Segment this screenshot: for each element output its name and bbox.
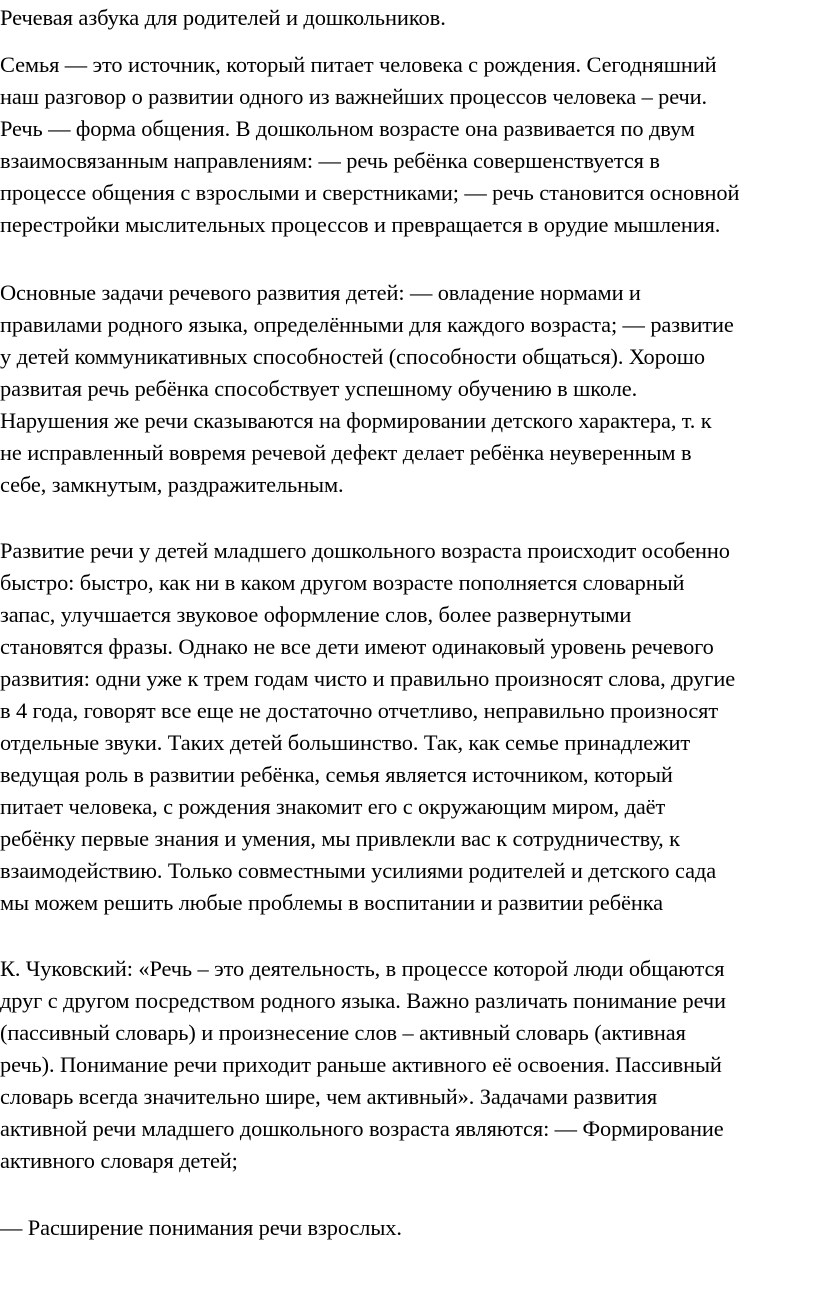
text-line: перестройки мыслительных процессов и превращается в орудие мышления. <box>0 212 721 237</box>
text-line: питает человека, с рождения знакомит его с окружающим миром, даёт <box>0 794 666 819</box>
text-line: Речь — форма общения. В дошкольном возрасте она развивается по двум <box>0 116 695 141</box>
text-line: себе, замкнутым, раздражительным. <box>0 472 344 497</box>
text-line: не исправленный вовремя речевой дефект делает ребёнка неуверенным в <box>0 440 692 465</box>
text-line: Развитие речи у детей младшего дошкольного возраста происходит особенно <box>0 538 730 563</box>
text-line: друг с другом посредством родного языка. Важно различать понимание речи <box>0 988 726 1013</box>
text-line: развитая речь ребёнка способствует успешному обучению в школе. <box>0 376 638 401</box>
text-line: мы можем решить любые проблемы в воспитании и развитии ребёнка <box>0 890 663 915</box>
text-line: — Расширение понимания речи взрослых. <box>0 1215 402 1240</box>
text-line: взаимодействию. Только совместными усилиями родителей и детского сада <box>0 858 717 883</box>
paragraph-speech-development-tasks <box>0 277 816 501</box>
text-line: наш разговор о развитии одного из важнейших процессов человека – речи. <box>0 84 708 109</box>
text-line: ребёнку первые знания и умения, мы привлекли вас к сотрудничеству, к <box>0 826 680 851</box>
paragraph-family-and-speech <box>0 49 816 241</box>
text-line: Семья — это источник, который питает человека с рождения. Сегодняшний <box>0 52 717 77</box>
text-line: активной речи младшего дошкольного возраста являются: — Формирование <box>0 1116 724 1141</box>
paragraph-list-item <box>0 1212 816 1244</box>
text-line: (пассивный словарь) и произнесение слов – активный словарь (активная <box>0 1020 686 1045</box>
text-line: К. Чуковский: «Речь – это деятельность, в процессе которой люди общаются <box>0 956 725 981</box>
text-line: ведущая роль в развитии ребёнка, семья является источником, который <box>0 762 673 787</box>
text-line: правилами родного языка, определёнными для каждого возраста; — развитие <box>0 312 734 337</box>
text-line: процессе общения с взрослыми и сверстниками; — речь становится основной <box>0 180 740 205</box>
text-line: у детей коммуникативных способностей (способности общаться). Хорошо <box>0 344 706 369</box>
text-line: взаимосвязанным направлениям: — речь ребёнка совершенствуется в <box>0 148 660 173</box>
document-title: Речевая азбука для родителей и дошкольников. <box>0 5 446 30</box>
text-line: развития: одни уже к трем годам чисто и правильно произносят слова, другие <box>0 666 736 691</box>
paragraph-younger-preschool-development <box>0 535 816 919</box>
text-line: запас, улучшается звуковое оформление слов, более развернутыми <box>0 602 632 627</box>
text-line: отдельные звуки. Таких детей большинство. Так, как семье принадлежит <box>0 730 691 755</box>
text-line: активного словаря детей; <box>0 1148 238 1173</box>
text-line: в 4 года, говорят все еще не достаточно отчетливо, неправильно произносят <box>0 698 719 723</box>
text-line: Основные задачи речевого развития детей: — овладение нормами и <box>0 280 641 305</box>
text-line: речь). Понимание речи приходит раньше активного её освоения. Пассивный <box>0 1052 722 1077</box>
text-line: становятся фразы. Однако не все дети имеют одинаковый уровень речевого <box>0 634 714 659</box>
text-line: быстро: быстро, как ни в каком другом возрасте пополняется словарный <box>0 570 685 595</box>
text-line: словарь всегда значительно шире, чем активный». Задачами развития <box>0 1084 658 1109</box>
paragraph-chukovsky-quote <box>0 953 816 1177</box>
text-line: Нарушения же речи сказываются на формировании детского характера, т. к <box>0 408 712 433</box>
